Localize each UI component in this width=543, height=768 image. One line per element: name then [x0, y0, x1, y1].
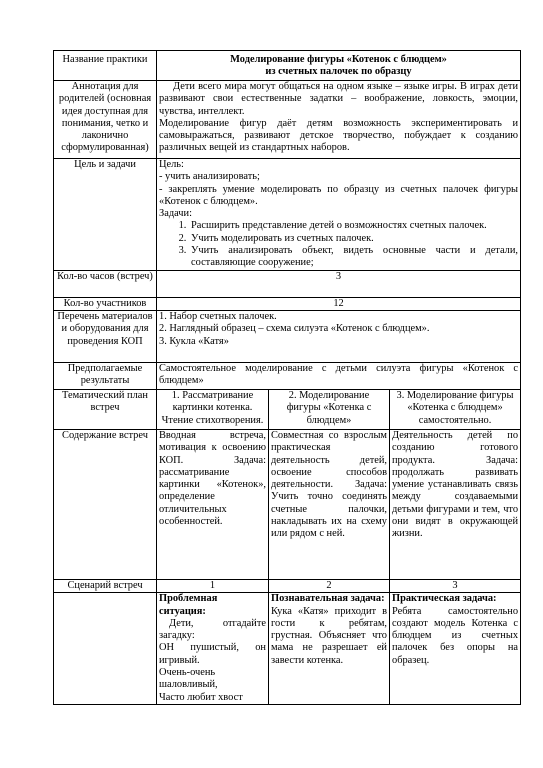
label-annotation: Аннотация для родителей (основная идея доступная для понимания, четко и лаконично сформулированная)	[54, 81, 157, 159]
row-title	[54, 51, 521, 81]
row-scenario-content	[54, 593, 521, 705]
tasks-title: Задачи:	[159, 208, 192, 220]
label-scenario: Сценарий встреч	[54, 579, 157, 592]
label-hours: Кол-во часов (встреч)	[54, 270, 157, 297]
participants-value: 12	[157, 297, 521, 310]
row-participants	[54, 297, 521, 310]
scenario-col-3-title: Практическая задача:	[392, 593, 497, 605]
task-item-2: 2. Учить моделировать из счетных палочек.	[189, 233, 518, 245]
plan-item-2: 2. Моделирование фигуры «Котенка с блюдцем»	[269, 389, 390, 429]
material-item-2: 2. Наглядный образец – схема силуэта «Котенок с блюдцем».	[159, 323, 430, 335]
content-item-1: Вводная встреча, мотивация к освоению КОП. Задача: рассматривание картинки «Котенок», определение отличительных особенностей.	[157, 429, 269, 579]
scenario-col-3	[390, 593, 521, 705]
practice-title	[157, 51, 521, 81]
label-content: Содержание встреч	[54, 429, 157, 579]
scenario-col-2-title: Познавательная задача:	[271, 593, 385, 605]
scenario-col-3-text: Ребята самостоятельно создают модель Котенка с блюдцем из счетных палочек без опоры на образец.	[392, 605, 519, 666]
practice-table	[53, 50, 521, 705]
hours-value: 3	[157, 270, 521, 297]
goals-text	[157, 159, 521, 271]
goal-item-1: - учить анализировать;	[159, 171, 260, 183]
scenario-col-1-line-1: Дети, отгадайте загадку:	[159, 617, 266, 642]
row-results	[54, 362, 521, 389]
row-annotation	[54, 81, 521, 159]
scenario-number-3: 3	[390, 579, 521, 592]
scenario-number-2: 2	[269, 579, 390, 592]
plan-item-1: 1. Рассматривание картинки котенка. Чтение стихотворения.	[157, 389, 269, 429]
row-materials	[54, 310, 521, 362]
label-participants: Кол-во участников	[54, 297, 157, 310]
practice-title-line2: из счетных палочек по образцу	[265, 66, 412, 78]
material-item-3: 3. Кукла «Катя»	[159, 335, 229, 347]
row-content	[54, 429, 521, 579]
annotation-paragraph-1: Дети всего мира могут общаться на одном языке – языке игры. В играх дети развивают свои естественные задатки – воображение, ловкость, эмоции, чувства, интеллект.	[159, 81, 519, 117]
material-item-1: 1. Набор счетных палочек.	[159, 310, 277, 322]
scenario-col-1-title: Проблемная ситуация:	[159, 593, 218, 617]
scenario-col-1-line-2: ОН пушистый, он игривый.	[159, 642, 266, 666]
annotation-paragraph-2: Моделирование фигур даёт детям возможность экспериментировать и самовыражаться, развивают детское творчество, побуждает к созданию различных вещей из стандартных наборов.	[159, 117, 519, 154]
task-item-1: 1. Расширить представление детей о возможностях счетных палочек.	[189, 220, 518, 232]
content-item-2: Совместная со взрослым практическая деятельность детей, освоение способов деятельности. Задача: Учить точно соединять счетные палочки, накладывать их на схему или рядом с ней.	[269, 429, 390, 579]
label-materials: Перечень материалов и оборудования для проведения КОП	[54, 310, 157, 362]
scenario-col-2	[269, 593, 390, 705]
goal-item-2: - закреплять умение моделировать по образцу из счетных палочек фигуры «Котенок с блюдцем».	[159, 183, 519, 207]
label-plan: Тематический план встреч	[54, 389, 157, 429]
tasks-list	[159, 220, 518, 269]
plan-item-3: 3. Моделирование фигуры «Котенка с блюдцем» самостоятельно.	[390, 389, 521, 429]
scenario-number-1: 1	[157, 579, 269, 592]
annotation-text	[157, 81, 521, 159]
scenario-col-1-line-3: Очень-очень шаловливый,	[159, 667, 218, 691]
row-scenario	[54, 579, 521, 592]
scenario-empty-cell	[54, 593, 157, 705]
goal-title: Цель:	[159, 159, 184, 170]
practice-title-line1: Моделирование фигуры «Котенок с блюдцем»	[230, 54, 447, 65]
label-title: Название практики	[54, 51, 157, 81]
materials-list	[157, 310, 521, 362]
task-item-3: 3. Учить анализировать объект, видеть основные части и детали, составляющие сооружение;	[189, 245, 518, 270]
scenario-col-1	[157, 593, 269, 705]
row-plan	[54, 389, 521, 429]
row-goals	[54, 159, 521, 271]
row-hours	[54, 270, 521, 297]
label-results: Предполагаемые результаты	[54, 362, 157, 389]
label-goals: Цель и задачи	[54, 159, 157, 271]
scenario-col-2-text: Кука «Катя» приходит в гости к ребятам, грустная. Объясняет что мама не разрешает ей завести котенка.	[271, 605, 387, 666]
results-text: Самостоятельное моделирование с детьми силуэта фигуры «Котенок с блюдцем»	[157, 362, 521, 389]
scenario-col-1-line-4: Часто любит хвост	[159, 691, 243, 703]
content-item-3: Деятельность детей по созданию готового продукта. Задача: продолжать развивать умение устанавливать связь между создаваемыми детьми фигурами и тем, что они видят в окружающей жизни.	[390, 429, 521, 579]
